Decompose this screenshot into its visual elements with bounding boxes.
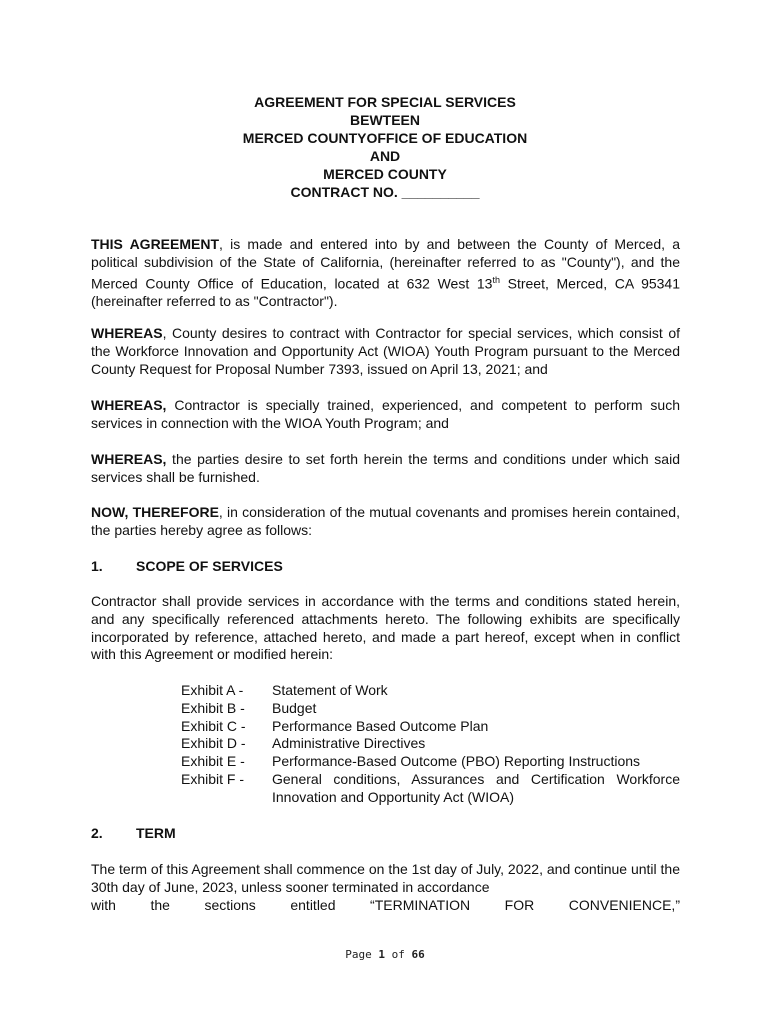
title-line-3: MERCED COUNTYOFFICE OF EDUCATION — [242, 130, 528, 146]
term-body — [91, 861, 680, 897]
exhibit-description: Budget — [272, 699, 317, 716]
paragraph-lead: THIS AGREEMENT — [91, 236, 220, 252]
list-item — [181, 682, 680, 700]
whereas-paragraph-3 — [91, 451, 680, 487]
title-line-2: BEWTEEN — [350, 112, 420, 128]
exhibit-description: General conditions, Assurances and Certification Workforce Innovation and Opportunity Act (WIOA) — [272, 770, 680, 805]
exhibit-description: Performance Based Outcome Plan — [272, 717, 489, 734]
of-word: of — [391, 948, 405, 961]
exhibit-label: Exhibit C - — [181, 717, 246, 734]
paragraph-lead: WHEREAS, — [91, 397, 167, 413]
paragraph-lead: WHEREAS, — [91, 451, 167, 467]
paragraph-text: The term of this Agreement shall commence on the 1st day of July, 2022, and continue until the 30th day of June, 2023, unless sooner terminated in accordance — [91, 861, 680, 895]
exhibit-label: Exhibit A - — [181, 682, 244, 698]
paragraph-text: Contractor is specially trained, experienced, and competent to perform such services in connection with the WIOA Youth Program; and — [91, 397, 680, 431]
scope-of-services-body: Contractor shall provide services in accordance with the terms and conditions stated herein, and any specifically referenced attachments hereto. The following exhibits are specifically incorporated by reference, attached hereto, and made a part hereof, except when in conflict with this Agreement or modified herein: — [91, 593, 680, 663]
title-line-1: AGREEMENT FOR SPECIAL SERVICES — [254, 94, 516, 110]
section-title: TERM — [136, 825, 176, 841]
superscript: th — [492, 274, 500, 285]
section-title: SCOPE OF SERVICES — [136, 558, 283, 574]
section-number: 1. — [91, 558, 103, 574]
page-total: 66 — [411, 948, 425, 961]
list-item — [181, 700, 680, 718]
list-item — [181, 735, 680, 753]
section-number: 2. — [91, 825, 103, 841]
list-item — [181, 753, 680, 771]
paragraph-text: the parties desire to set forth herein the terms and conditions under which said services shall be furnished. — [91, 451, 680, 485]
now-therefore-paragraph — [91, 504, 680, 540]
list-item — [181, 718, 680, 736]
term-body-continued: with the sections entitled “TERMINATION FOR CONVENIENCE,” — [91, 897, 680, 913]
exhibit-list — [181, 682, 680, 807]
page-footer — [0, 948, 770, 961]
page-word: Page — [345, 948, 372, 961]
agreement-title — [0, 93, 770, 201]
exhibit-description: Administrative Directives — [272, 735, 426, 752]
section-2-heading — [91, 824, 176, 842]
whereas-paragraph-1 — [91, 325, 680, 378]
title-line-4: AND — [369, 148, 401, 164]
title-line-5: MERCED COUNTY — [323, 166, 447, 182]
page-number: 1 — [378, 948, 385, 961]
paragraph-text: Street, Merced, CA 95341 (hereinafter referred to as "Contractor"). — [91, 275, 680, 310]
exhibit-label: Exhibit B - — [181, 699, 245, 716]
paragraph-text: , in consideration of the mutual covenants and promises herein contained, the parties hereby agree as follows: — [91, 504, 680, 538]
exhibit-description: Performance-Based Outcome (PBO) Reporting Instructions — [272, 753, 641, 770]
contract-number-line: CONTRACT NO. __________ — [290, 184, 480, 200]
exhibit-description: Statement of Work — [272, 682, 388, 698]
paragraph-lead: NOW, THEREFORE — [91, 504, 219, 520]
paragraph-text: , County desires to contract with Contractor for special services, which consist of the Workforce Innovation and Opportunity Act (WIOA) Youth Program pursuant to the Merced County Request for Proposal Number 7393, issued on April 13, 2021; and — [91, 325, 680, 377]
exhibit-label: Exhibit E - — [181, 753, 245, 770]
agreement-intro-paragraph — [91, 236, 680, 311]
whereas-paragraph-2 — [91, 397, 680, 433]
exhibit-label: Exhibit F - — [181, 770, 245, 787]
list-item — [181, 771, 680, 807]
paragraph-text: , is made and entered into by and between the County of Merced, a political subdivision of the State of California, (hereinafter referred to as "County"), and the Merced County Office of Education, located at 632 West 13 — [91, 236, 680, 292]
paragraph-lead: WHEREAS — [91, 325, 163, 341]
exhibit-label: Exhibit D - — [181, 735, 246, 752]
section-1-heading — [91, 557, 283, 575]
